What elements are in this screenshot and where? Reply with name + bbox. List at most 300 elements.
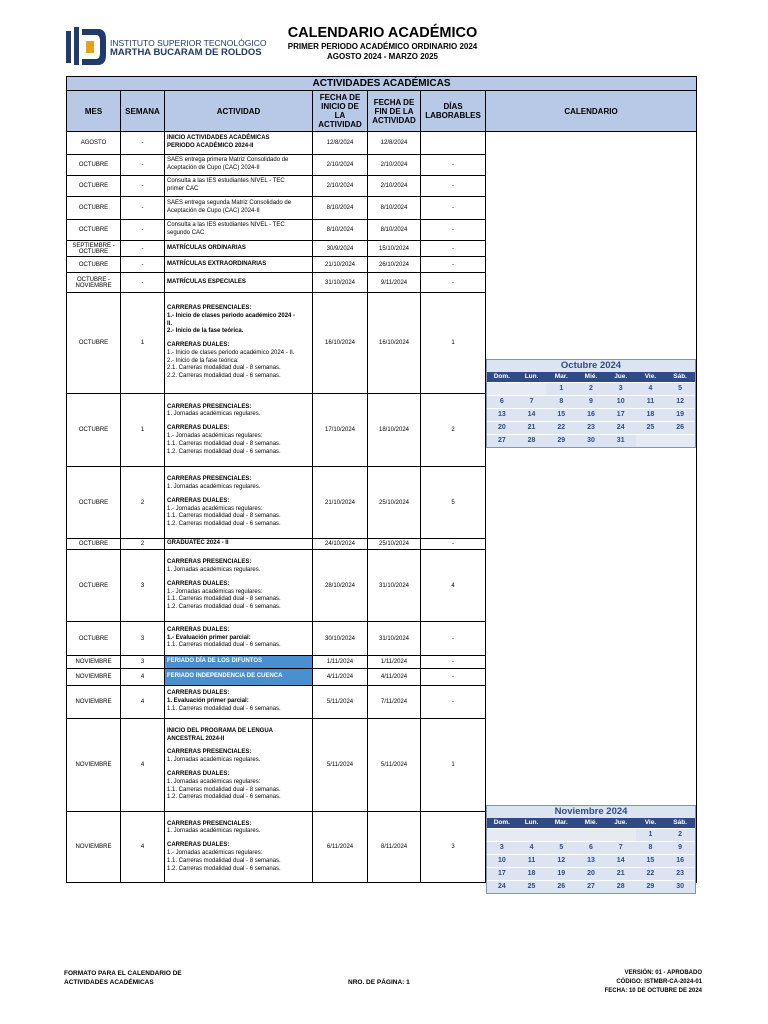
calendar-blank-day bbox=[606, 828, 636, 841]
page-title: CALENDARIO ACADÉMICO bbox=[287, 25, 478, 41]
column-header-dias: DÍAS LABORABLES bbox=[421, 91, 486, 132]
cell-mes: OCTUBRE bbox=[67, 257, 121, 273]
institute-logo bbox=[64, 25, 108, 69]
calendar-blank-day bbox=[487, 828, 517, 841]
column-header-actividad: ACTIVIDAD bbox=[165, 91, 313, 132]
cell-semana: 2 bbox=[121, 539, 165, 550]
activity-line: 1.2. Carreras modalidad dual - 6 semanas. bbox=[167, 521, 281, 528]
cell-fecha-inicio: 8/10/2024 bbox=[313, 220, 368, 241]
cell-fecha-fin: 31/10/2024 bbox=[368, 622, 421, 656]
cell-fecha-inicio: 30/10/2024 bbox=[313, 622, 368, 656]
activities-table-body bbox=[67, 132, 697, 883]
table-row bbox=[67, 155, 697, 176]
cell-fecha-inicio: 5/11/2024 bbox=[313, 719, 368, 812]
calendar-day: 11 bbox=[517, 854, 547, 867]
calendar-day: 7 bbox=[606, 841, 636, 854]
activity-line: GRADUATEC 2024 - II bbox=[167, 540, 229, 547]
footer-document-info bbox=[605, 969, 702, 996]
cell-fecha-fin: 31/10/2024 bbox=[368, 550, 421, 622]
section-title: ACTIVIDADES ACADÉMICAS bbox=[67, 77, 697, 91]
activity-line: FERIADO DÍA DE LOS DIFUNTOS bbox=[167, 658, 263, 665]
table-row bbox=[67, 622, 697, 656]
table-row bbox=[67, 467, 697, 539]
cell-actividad bbox=[165, 656, 313, 669]
cell-actividad bbox=[165, 812, 313, 883]
table-row bbox=[67, 257, 697, 273]
column-header-inicio: FECHA DE INICIO DE LA ACTIVIDAD bbox=[313, 91, 368, 132]
cell-fecha-fin: 2/10/2024 bbox=[368, 155, 421, 176]
cell-actividad bbox=[165, 550, 313, 622]
calendar-blank-day bbox=[576, 828, 606, 841]
cell-mes: OCTUBRE bbox=[67, 155, 121, 176]
calendar-day: 16 bbox=[576, 408, 606, 421]
cell-fecha-inicio: 4/11/2024 bbox=[313, 669, 368, 686]
weekday-label: Jue. bbox=[614, 373, 628, 380]
cell-dias-laborables: - bbox=[421, 241, 486, 257]
calendar-day: 28 bbox=[517, 434, 547, 447]
activity-line: 1. Jornadas académicas regulares. bbox=[167, 828, 261, 835]
cell-mes: OCTUBRE bbox=[67, 293, 121, 394]
activity-line: MATRÍCULAS ESPECIALES bbox=[167, 278, 246, 285]
calendar-day: 29 bbox=[636, 880, 666, 893]
activity-line: 1.2. Carreras modalidad dual - 6 semanas. bbox=[167, 604, 281, 611]
cell-fecha-fin: 8/11/2024 bbox=[368, 812, 421, 883]
cell-actividad bbox=[165, 241, 313, 257]
cell-calendario bbox=[486, 467, 697, 539]
calendar-day: 1 bbox=[546, 382, 576, 395]
table-row bbox=[67, 241, 697, 257]
table-row bbox=[67, 220, 697, 241]
cell-actividad bbox=[165, 197, 313, 220]
activity-line: segundo CAC bbox=[167, 230, 205, 236]
cell-dias-laborables: 3 bbox=[421, 812, 486, 883]
table-row bbox=[67, 539, 697, 550]
activity-line: 1.2. Carreras modalidad dual - 6 semanas. bbox=[167, 865, 281, 872]
activity-line: 1.- Evaluación primer parcial: bbox=[167, 634, 251, 641]
activity-line: CARRERAS DUALES: bbox=[167, 690, 230, 697]
activity-line: Aceptación de Cupo (CAC) 2024-II bbox=[167, 165, 260, 171]
calendar-day: 19 bbox=[546, 867, 576, 880]
table-row bbox=[67, 550, 697, 622]
cell-fecha-inicio: 12/8/2024 bbox=[313, 132, 368, 155]
cell-fecha-fin: 5/11/2024 bbox=[368, 719, 421, 812]
activity-line: II. bbox=[167, 320, 173, 327]
cell-semana: 3 bbox=[121, 622, 165, 656]
cell-actividad bbox=[165, 539, 313, 550]
column-header-calendario: CALENDARIO bbox=[486, 91, 697, 132]
cell-mes: NOVIEMBRE bbox=[67, 669, 121, 686]
activity-line: 1. Jornadas académicas regulares. bbox=[167, 411, 261, 418]
activity-line: CARRERAS DUALES: bbox=[167, 497, 230, 504]
document-header bbox=[0, 0, 768, 76]
cell-dias-laborables: - bbox=[421, 622, 486, 656]
activity-line: Consulta a las IES estudiantes NIVEL - TEC bbox=[167, 222, 285, 229]
activity-line: CARRERAS DUALES: bbox=[167, 580, 230, 587]
cell-fecha-inicio: 8/10/2024 bbox=[313, 197, 368, 220]
cell-calendario bbox=[486, 257, 697, 273]
calendar-day: 18 bbox=[517, 867, 547, 880]
activity-line: CARRERAS PRESENCIALES: bbox=[167, 820, 252, 827]
calendar-day: 3 bbox=[606, 382, 636, 395]
cell-dias-laborables: - bbox=[421, 197, 486, 220]
footer-version: VERSIÓN: 01 - APROBADO bbox=[624, 970, 702, 976]
cell-semana: 1 bbox=[121, 394, 165, 467]
cell-semana: - bbox=[121, 241, 165, 257]
activity-line: 2.1. Carreras modalidad dual - 8 semanas. bbox=[167, 365, 281, 372]
activity-line: CARRERAS DUALES: bbox=[167, 771, 230, 777]
cell-fecha-inicio: 21/10/2024 bbox=[313, 467, 368, 539]
calendar-day: 23 bbox=[576, 421, 606, 434]
weekday-label: Lun. bbox=[524, 819, 539, 826]
cell-calendario bbox=[486, 220, 697, 241]
calendar-day: 5 bbox=[546, 841, 576, 854]
weekday-label: Mié. bbox=[584, 373, 598, 380]
activity-line: 1.1. Carreras modalidad dual - 8 semanas. bbox=[167, 513, 281, 520]
activity-line: FERIADO INDEPENDENCIA DE CUENCA bbox=[167, 673, 283, 680]
calendar-blank-day bbox=[665, 434, 695, 447]
calendar-day: 8 bbox=[546, 395, 576, 408]
cell-mes: OCTUBRE bbox=[67, 197, 121, 220]
activity-line: 1.2. Carreras modalidad dual - 6 semanas. bbox=[167, 794, 281, 801]
calendar-day: 1 bbox=[636, 828, 666, 841]
cell-fecha-inicio: 1/11/2024 bbox=[313, 656, 368, 669]
cell-semana: - bbox=[121, 155, 165, 176]
institute-line1: INSTITUTO SUPERIOR TECNOLÓGICO bbox=[110, 38, 267, 48]
activity-line: 2.- Inicio de la fase teórica. bbox=[167, 328, 244, 335]
cell-semana: 2 bbox=[121, 467, 165, 539]
cell-mes: OCTUBRE bbox=[67, 467, 121, 539]
activity-line: Aceptación de Cupo (CAC) 2024-II bbox=[167, 208, 260, 214]
cell-dias-laborables: - bbox=[421, 220, 486, 241]
cell-mes: NOVIEMBRE bbox=[67, 656, 121, 669]
footer-format-label bbox=[64, 969, 182, 987]
activities-table bbox=[66, 76, 697, 883]
cell-fecha-inicio: 6/11/2024 bbox=[313, 812, 368, 883]
calendar-blank-day bbox=[517, 382, 547, 395]
activity-line: 1.- Jornadas académicas regulares: bbox=[167, 588, 263, 595]
cell-semana: 4 bbox=[121, 686, 165, 719]
cell-fecha-inicio: 21/10/2024 bbox=[313, 257, 368, 273]
cell-fecha-fin: 25/10/2024 bbox=[368, 539, 421, 550]
activity-line: 1.1. Carreras modalidad dual - 8 semanas. bbox=[167, 786, 281, 793]
activity-line: CARRERAS PRESENCIALES: bbox=[167, 403, 252, 410]
calendar-day: 25 bbox=[517, 880, 547, 893]
cell-actividad bbox=[165, 719, 313, 812]
calendar-november bbox=[486, 805, 696, 894]
activity-line: 1. Jornadas académicas regulares. bbox=[167, 757, 261, 764]
cell-calendario bbox=[486, 155, 697, 176]
calendar-day: 20 bbox=[576, 867, 606, 880]
calendar-days bbox=[487, 382, 695, 447]
cell-calendario bbox=[486, 550, 697, 622]
activity-line: primer CAC bbox=[167, 186, 199, 192]
page-subtitle-2: AGOSTO 2024 - MARZO 2025 bbox=[327, 52, 438, 61]
cell-actividad bbox=[165, 467, 313, 539]
cell-semana: 4 bbox=[121, 719, 165, 812]
weekday-label: Mar. bbox=[554, 373, 568, 380]
cell-calendario bbox=[486, 719, 697, 812]
cell-actividad bbox=[165, 132, 313, 155]
cell-mes: NOVIEMBRE bbox=[67, 686, 121, 719]
activity-line: 1. Evaluación primer parcial: bbox=[167, 698, 249, 705]
activity-line: 1.1. Carreras modalidad dual - 8 semanas. bbox=[167, 857, 281, 864]
cell-mes: OCTUBRE bbox=[67, 220, 121, 241]
cell-fecha-inicio: 5/11/2024 bbox=[313, 686, 368, 719]
calendar-day: 23 bbox=[665, 867, 695, 880]
calendar-day: 6 bbox=[576, 841, 606, 854]
cell-dias-laborables: 4 bbox=[421, 550, 486, 622]
weekday-label: Sáb. bbox=[673, 819, 687, 826]
activity-line: 1. Jornadas académicas regulares. bbox=[167, 483, 261, 490]
cell-dias-laborables: 1 bbox=[421, 719, 486, 812]
cell-fecha-fin: 2/10/2024 bbox=[368, 176, 421, 197]
cell-mes: AGOSTO bbox=[67, 132, 121, 155]
institute-line2: MARTHA BUCARAM DE ROLDOS bbox=[110, 47, 262, 58]
calendar-day: 22 bbox=[636, 867, 666, 880]
calendar-weekdays bbox=[487, 372, 695, 382]
cell-fecha-inicio: 28/10/2024 bbox=[313, 550, 368, 622]
cell-dias-laborables: - bbox=[421, 669, 486, 686]
calendar-day: 22 bbox=[546, 421, 576, 434]
cell-actividad bbox=[165, 669, 313, 686]
cell-fecha-inicio: 17/10/2024 bbox=[313, 394, 368, 467]
calendar-day: 8 bbox=[636, 841, 666, 854]
calendar-day: 13 bbox=[576, 854, 606, 867]
calendar-day: 30 bbox=[665, 880, 695, 893]
calendar-day: 15 bbox=[636, 854, 666, 867]
cell-actividad bbox=[165, 394, 313, 467]
cell-fecha-inicio: 2/10/2024 bbox=[313, 176, 368, 197]
table-row bbox=[67, 669, 697, 686]
cell-mes: NOVIEMBRE bbox=[67, 719, 121, 812]
activity-line: 2.- Inicio de la fase teórica: bbox=[167, 357, 239, 364]
table-row bbox=[67, 686, 697, 719]
table-row bbox=[67, 197, 697, 220]
cell-dias-laborables: - bbox=[421, 257, 486, 273]
calendar-day: 13 bbox=[487, 408, 517, 421]
calendar-day: 11 bbox=[636, 395, 666, 408]
cell-semana: 1 bbox=[121, 293, 165, 394]
table-row bbox=[67, 132, 697, 155]
weekday-label: Vie. bbox=[644, 819, 657, 826]
activity-line: 1.1. Carreras modalidad dual - 6 semanas. bbox=[167, 642, 281, 649]
calendar-day: 17 bbox=[487, 867, 517, 880]
weekday-label: Mar. bbox=[554, 819, 568, 826]
cell-actividad bbox=[165, 622, 313, 656]
cell-fecha-fin: 8/10/2024 bbox=[368, 220, 421, 241]
cell-dias-laborables: - bbox=[421, 539, 486, 550]
calendar-day: 3 bbox=[487, 841, 517, 854]
weekday-label: Mié. bbox=[584, 819, 598, 826]
cell-calendario bbox=[486, 132, 697, 155]
activity-line: 1.- Jornadas académicas regulares: bbox=[167, 433, 263, 439]
weekday-label: Lun. bbox=[524, 373, 539, 380]
cell-dias-laborables: - bbox=[421, 176, 486, 197]
activity-line: CARRERAS DUALES: bbox=[167, 342, 230, 349]
calendar-day: 4 bbox=[636, 382, 666, 395]
cell-actividad bbox=[165, 176, 313, 197]
activity-line: SAES entrega primera Matriz Consolidado de bbox=[167, 157, 289, 164]
calendar-day: 6 bbox=[487, 395, 517, 408]
calendar-day: 26 bbox=[546, 880, 576, 893]
cell-dias-laborables: - bbox=[421, 155, 486, 176]
cell-dias-laborables: 2 bbox=[421, 394, 486, 467]
activity-line: 1.1. Carreras modalidad dual - 8 semanas. bbox=[167, 440, 281, 447]
calendar-day: 26 bbox=[665, 421, 695, 434]
activity-line: PERIODO ACADÉMICO 2024-II bbox=[167, 143, 254, 149]
activity-line: CARRERAS DUALES: bbox=[167, 626, 230, 633]
cell-mes: OCTUBRE bbox=[67, 550, 121, 622]
calendar-day: 15 bbox=[546, 408, 576, 421]
cell-actividad bbox=[165, 220, 313, 241]
page-subtitle: PRIMER PERIODO ACADÉMICO ORDINARIO 2024 bbox=[287, 42, 478, 51]
column-header-mes: MES bbox=[67, 91, 121, 132]
calendar-day: 12 bbox=[665, 395, 695, 408]
cell-dias-laborables bbox=[421, 132, 486, 155]
activity-line: 1. Jornadas académicas regulares. bbox=[167, 566, 261, 573]
activity-line: MATRÍCULAS EXTRAORDINARIAS bbox=[167, 260, 267, 267]
calendar-blank-day bbox=[546, 828, 576, 841]
calendar-title: Noviembre 2024 bbox=[487, 806, 695, 818]
calendar-weekdays bbox=[487, 818, 695, 828]
calendar-blank-day bbox=[636, 434, 666, 447]
cell-calendario bbox=[486, 656, 697, 669]
cell-actividad bbox=[165, 686, 313, 719]
cell-semana: 3 bbox=[121, 656, 165, 669]
weekday-label: Jue. bbox=[614, 819, 628, 826]
cell-semana: - bbox=[121, 132, 165, 155]
calendar-days bbox=[487, 828, 695, 893]
footer-left-line1: FORMATO PARA EL CALENDARIO DE bbox=[64, 970, 182, 977]
cell-fecha-fin: 15/10/2024 bbox=[368, 241, 421, 257]
activity-line: 1.- Jornadas académicas regulares: bbox=[167, 505, 263, 512]
cell-actividad bbox=[165, 293, 313, 394]
cell-mes: OCTUBRE bbox=[67, 176, 121, 197]
footer-code: CÓDIGO: ISTMBR-CA-2024-01 bbox=[616, 979, 702, 985]
activity-line: CARRERAS PRESENCIALES: bbox=[167, 476, 252, 483]
calendar-day: 20 bbox=[487, 421, 517, 434]
cell-mes: SEPTIEMBRE - OCTUBRE bbox=[67, 241, 121, 257]
calendar-day: 29 bbox=[546, 434, 576, 447]
calendar-day: 24 bbox=[487, 880, 517, 893]
table-row bbox=[67, 719, 697, 812]
activity-line: CARRERAS PRESENCIALES: bbox=[167, 749, 252, 756]
calendar-day: 9 bbox=[665, 841, 695, 854]
cell-fecha-fin: 7/11/2024 bbox=[368, 686, 421, 719]
calendar-day: 12 bbox=[546, 854, 576, 867]
activity-line: Consulta a las IES estudiantes NIVEL - TEC bbox=[167, 178, 285, 185]
activity-line: 1.- Inicio de clases periodo académico 2024 - bbox=[167, 312, 296, 319]
activity-line: CARRERAS PRESENCIALES: bbox=[167, 304, 252, 311]
calendar-day: 17 bbox=[606, 408, 636, 421]
weekday-label: Dom. bbox=[493, 819, 510, 826]
calendar-day: 10 bbox=[487, 854, 517, 867]
calendar-day: 18 bbox=[636, 408, 666, 421]
column-header-semana: SEMANA bbox=[121, 91, 165, 132]
cell-fecha-inicio: 24/10/2024 bbox=[313, 539, 368, 550]
calendar-day: 2 bbox=[665, 828, 695, 841]
activity-line: SAES entrega segunda Matriz Consolidado de bbox=[167, 200, 292, 207]
weekday-label: Sáb. bbox=[673, 373, 687, 380]
cell-mes: OCTUBRE - NOVIEMBRE bbox=[67, 273, 121, 293]
activity-line: 1.1. Carreras modalidad dual - 8 semanas. bbox=[167, 596, 281, 603]
activity-line: INICIO DEL PROGRAMA DE LENGUA bbox=[167, 727, 274, 734]
cell-fecha-fin: 18/10/2024 bbox=[368, 394, 421, 467]
calendar-day: 27 bbox=[487, 434, 517, 447]
table-row bbox=[67, 656, 697, 669]
calendar-day: 9 bbox=[576, 395, 606, 408]
calendar-day: 4 bbox=[517, 841, 547, 854]
cell-semana: 4 bbox=[121, 669, 165, 686]
cell-actividad bbox=[165, 273, 313, 293]
footer-left-line2: ACTIVIDADES ACADÉMICAS bbox=[64, 979, 154, 986]
cell-semana: - bbox=[121, 220, 165, 241]
weekday-label: Vie. bbox=[644, 373, 657, 380]
footer-page-number: NRO. DE PÁGINA: 1 bbox=[348, 979, 410, 986]
calendar-day: 14 bbox=[517, 408, 547, 421]
cell-calendario bbox=[486, 241, 697, 257]
calendar-blank-day bbox=[517, 828, 547, 841]
cell-fecha-inicio: 16/10/2024 bbox=[313, 293, 368, 394]
activity-line: INICIO ACTIVIDADES ACADÉMICAS bbox=[167, 135, 270, 142]
calendar-day: 2 bbox=[576, 382, 606, 395]
activity-line: 2.2. Carreras modalidad dual - 6 semanas. bbox=[167, 373, 281, 380]
calendar-day: 28 bbox=[606, 880, 636, 893]
cell-dias-laborables: 1 bbox=[421, 293, 486, 394]
calendar-blank-day bbox=[487, 382, 517, 395]
calendar-day: 25 bbox=[636, 421, 666, 434]
calendar-day: 19 bbox=[665, 408, 695, 421]
calendar-day: 24 bbox=[606, 421, 636, 434]
cell-fecha-fin: 4/11/2024 bbox=[368, 669, 421, 686]
calendar-title: Octubre 2024 bbox=[487, 360, 695, 372]
cell-mes: NOVIEMBRE bbox=[67, 812, 121, 883]
activity-line: 1.2. Carreras modalidad dual - 6 semanas. bbox=[167, 448, 281, 455]
cell-semana: 4 bbox=[121, 812, 165, 883]
cell-mes: OCTUBRE bbox=[67, 394, 121, 467]
cell-fecha-inicio: 2/10/2024 bbox=[313, 155, 368, 176]
table-row bbox=[67, 273, 697, 293]
calendar-day: 16 bbox=[665, 854, 695, 867]
cell-calendario bbox=[486, 669, 697, 686]
cell-dias-laborables: - bbox=[421, 656, 486, 669]
activity-line: 1.- Jornadas académicas regulares: bbox=[167, 850, 263, 856]
calendar-day: 31 bbox=[606, 434, 636, 447]
cell-fecha-fin: 12/8/2024 bbox=[368, 132, 421, 155]
calendar-day: 10 bbox=[606, 395, 636, 408]
calendar-october bbox=[486, 359, 696, 448]
calendar-day: 21 bbox=[517, 421, 547, 434]
cell-fecha-fin: 1/11/2024 bbox=[368, 656, 421, 669]
cell-mes: OCTUBRE bbox=[67, 539, 121, 550]
cell-calendario bbox=[486, 686, 697, 719]
activity-line: 1.1. Carreras modalidad dual - 6 semanas. bbox=[167, 705, 281, 712]
cell-semana: 3 bbox=[121, 550, 165, 622]
calendar-day: 5 bbox=[665, 382, 695, 395]
footer-date: FECHA: 10 DE OCTUBRE DE 2024 bbox=[604, 988, 702, 994]
activity-line: 1. Jornadas académicas regulares: bbox=[167, 778, 261, 785]
weekday-label: Dom. bbox=[493, 373, 510, 380]
cell-actividad bbox=[165, 257, 313, 273]
cell-mes: OCTUBRE bbox=[67, 622, 121, 656]
column-header-fin: FECHA DE FIN DE LA ACTIVIDAD bbox=[368, 91, 421, 132]
cell-fecha-fin: 25/10/2024 bbox=[368, 467, 421, 539]
cell-semana: - bbox=[121, 257, 165, 273]
activity-line: ANCESTRAL 2024-II bbox=[167, 735, 225, 742]
cell-calendario bbox=[486, 622, 697, 656]
calendar-day: 14 bbox=[606, 854, 636, 867]
activity-line: 1.- Inicio de clases periodo académico 2024 - II. bbox=[167, 349, 295, 356]
